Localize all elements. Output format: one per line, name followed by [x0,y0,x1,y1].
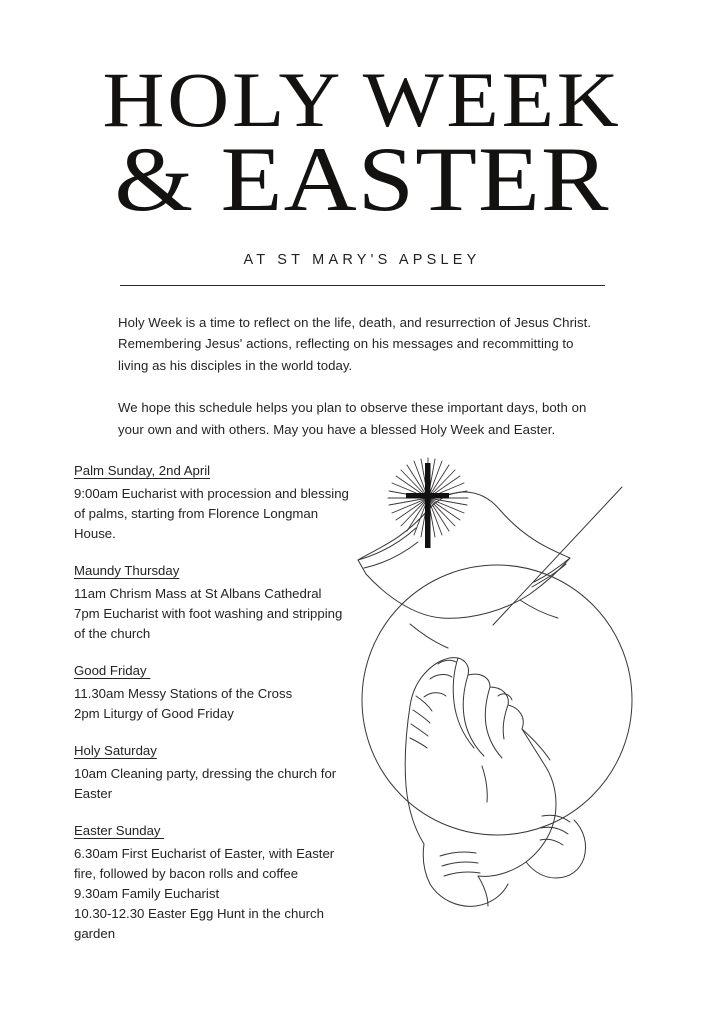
schedule-entry-details: 9:00am Eucharist with procession and blessing of palms, starting from Florence Longman House. [74,485,349,541]
circle-outline [362,565,632,835]
schedule-entry-heading: Holy Saturday [74,742,157,758]
schedule-entry-heading: Maundy Thursday [74,562,180,578]
intro-text [118,312,600,440]
schedule-entry-details: 10am Cleaning party, dressing the church for Easter [74,765,337,801]
schedule-entry [74,461,352,544]
schedule-entry [74,821,352,944]
schedule-entry [74,661,352,724]
intro-paragraph-2: We hope this schedule helps you plan to observe these important days, both on your own and with others. May you have a blessed Holy Week and Easter. [118,400,587,437]
intro-paragraph-1: Holy Week is a time to reflect on the life, death, and resurrection of Jesus Christ. Remembering Jesus' actions, reflecting on his messages and recommitting to living as his disciples in the world today. [118,315,592,373]
schedule-entry-heading: Easter Sunday [74,822,165,838]
schedule-entry [74,561,352,644]
title-line-and-easter: & EASTER [114,127,610,230]
praying-hands-illustration [330,448,660,948]
schedule-entry-details: 6.30am First Eucharist of Easter, with Easter fire, followed by bacon rolls and coffee 9.30am Family Eucharist 10.30-12.30 Easter Egg Hunt in the church garden [74,845,335,941]
header-divider [120,285,605,286]
schedule-entry-heading: Palm Sunday, 2nd April [74,463,211,478]
schedule-entry-details: 11am Chrism Mass at St Albans Cathedral 7pm Eucharist with foot washing and stripping of the church [74,585,343,641]
schedule-entry-heading: Good Friday [74,662,151,678]
schedule-entry [74,741,352,804]
praying-hands [405,658,585,907]
service-schedule [74,461,352,944]
poster-subtitle: AT ST MARY'S APSLEY [243,252,481,268]
page-title [0,56,724,230]
schedule-entry-details: 11.30am Messy Stations of the Cross 2pm Liturgy of Good Friday [74,685,293,721]
draped-cloth [358,492,570,648]
title-line-holy-week: HOLY WEEK [102,56,622,143]
